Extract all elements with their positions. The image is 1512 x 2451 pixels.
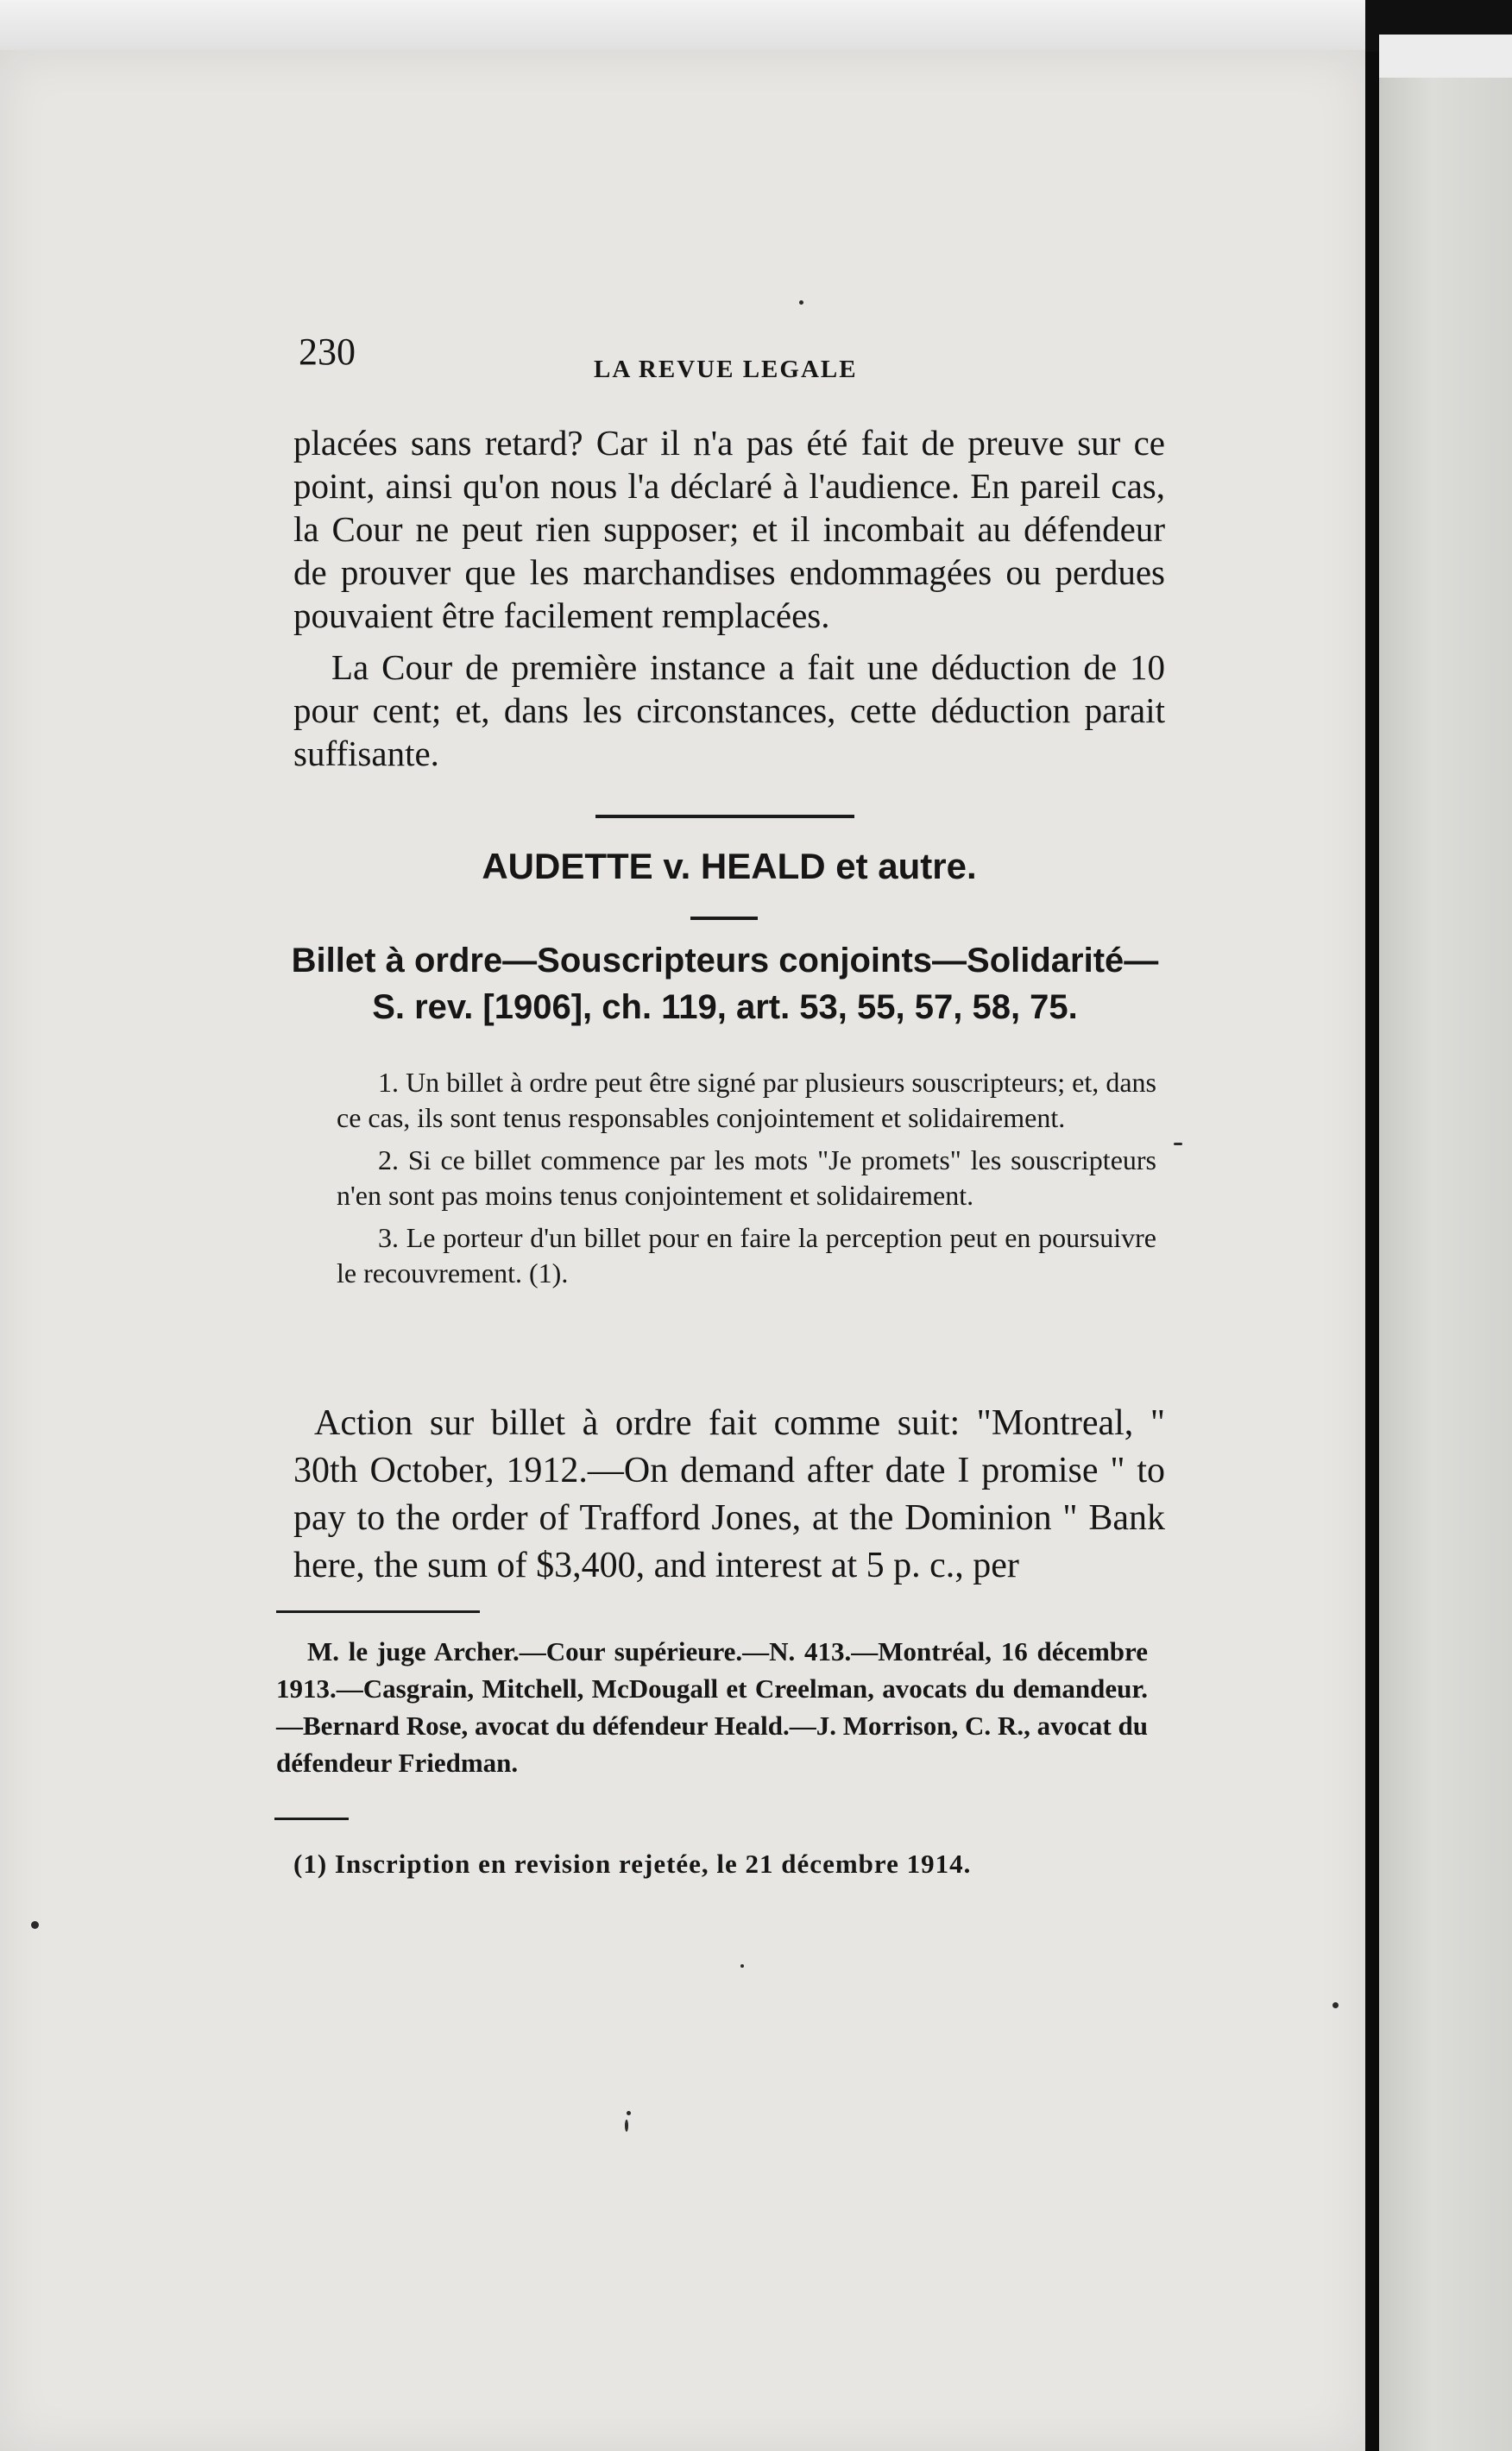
ink-speck [625,2120,628,2132]
footnote-1: (1) Inscription en revision rejetée, le 21 décembre 1914. [293,1849,972,1879]
paragraph-deduction: La Cour de première instance a fait une déduction de 10 pour cent; et, dans les circonstances, cette déduction parait suffisante. [293,647,1165,773]
paragraph-continuation: placées sans retard? Car il n'a pas été fait de preuve sur ce point, ainsi qu'on nous l'a déclaré à l'audience. En pareil cas, la Cour ne peut rien supposer; et il incombait au défendeur de prouver que les marchandises endommagées ou perdues pouvaient être facilement remplacées. [293,423,1165,635]
case-body: Action sur billet à ordre fait comme suit: "Montreal, " 30th October, 1912.—On demand after date I promise " to pay to the order of Trafford Jones, at the Dominion " Bank here, the sum of $3,400, and interest at 5 p. c., per [293,1403,1165,1585]
headnote [285,937,1165,1030]
ink-speck [1332,2002,1339,2008]
syllabus [337,1065,1156,1298]
page-number: 230 [299,331,356,373]
ink-speck [799,300,803,305]
headnote-line-1: Billet à ordre—Souscripteurs conjoints—Solidarité— [291,942,1159,980]
book-gutter [1365,52,1379,2451]
section-divider [595,815,854,818]
case-title: AUDETTE v. HEALD et autre. [482,846,977,886]
ink-speck [31,1921,39,1929]
page-top-edge [0,0,1365,50]
footnote-rule [276,1610,480,1613]
facing-page-top [1379,35,1512,78]
headnote-line-2: S. rev. [1906], ch. 119, art. 53, 55, 57, 58, 75. [372,988,1078,1026]
facing-page-edge [1379,78,1512,2451]
journal-title: LA REVUE LEGALE [594,356,858,383]
ink-speck [740,1964,744,1968]
ink-speck [627,2111,631,2115]
syllabus-item: 1. Un billet à ordre peut être signé par plusieurs souscripteurs; et, dans ce cas, ils sont tenus responsables conjointement et solidairement. [337,1067,1156,1133]
footnote-rule-2 [274,1818,349,1820]
syllabus-item: 2. Si ce billet commence par les mots "Je promets" les souscripteurs n'en sont pas moins tenus conjointement et solidairement. [337,1144,1156,1211]
court-footnote: M. le juge Archer.—Cour supérieure.—N. 413.—Montréal, 16 décembre 1913.—Casgrain, Mitchell, McDougall et Creelman, avocats du demandeur.—Bernard Rose, avocat du défendeur Heald.—J. Morrison, C. R., avocat du défendeur Friedman. [276,1636,1148,1778]
syllabus-item: 3. Le porteur d'un billet pour en faire la perception peut en poursuivre le recouvrement. (1). [337,1222,1156,1289]
title-rule [690,917,758,920]
running-head [299,330,1162,390]
ink-speck [1174,1143,1182,1145]
